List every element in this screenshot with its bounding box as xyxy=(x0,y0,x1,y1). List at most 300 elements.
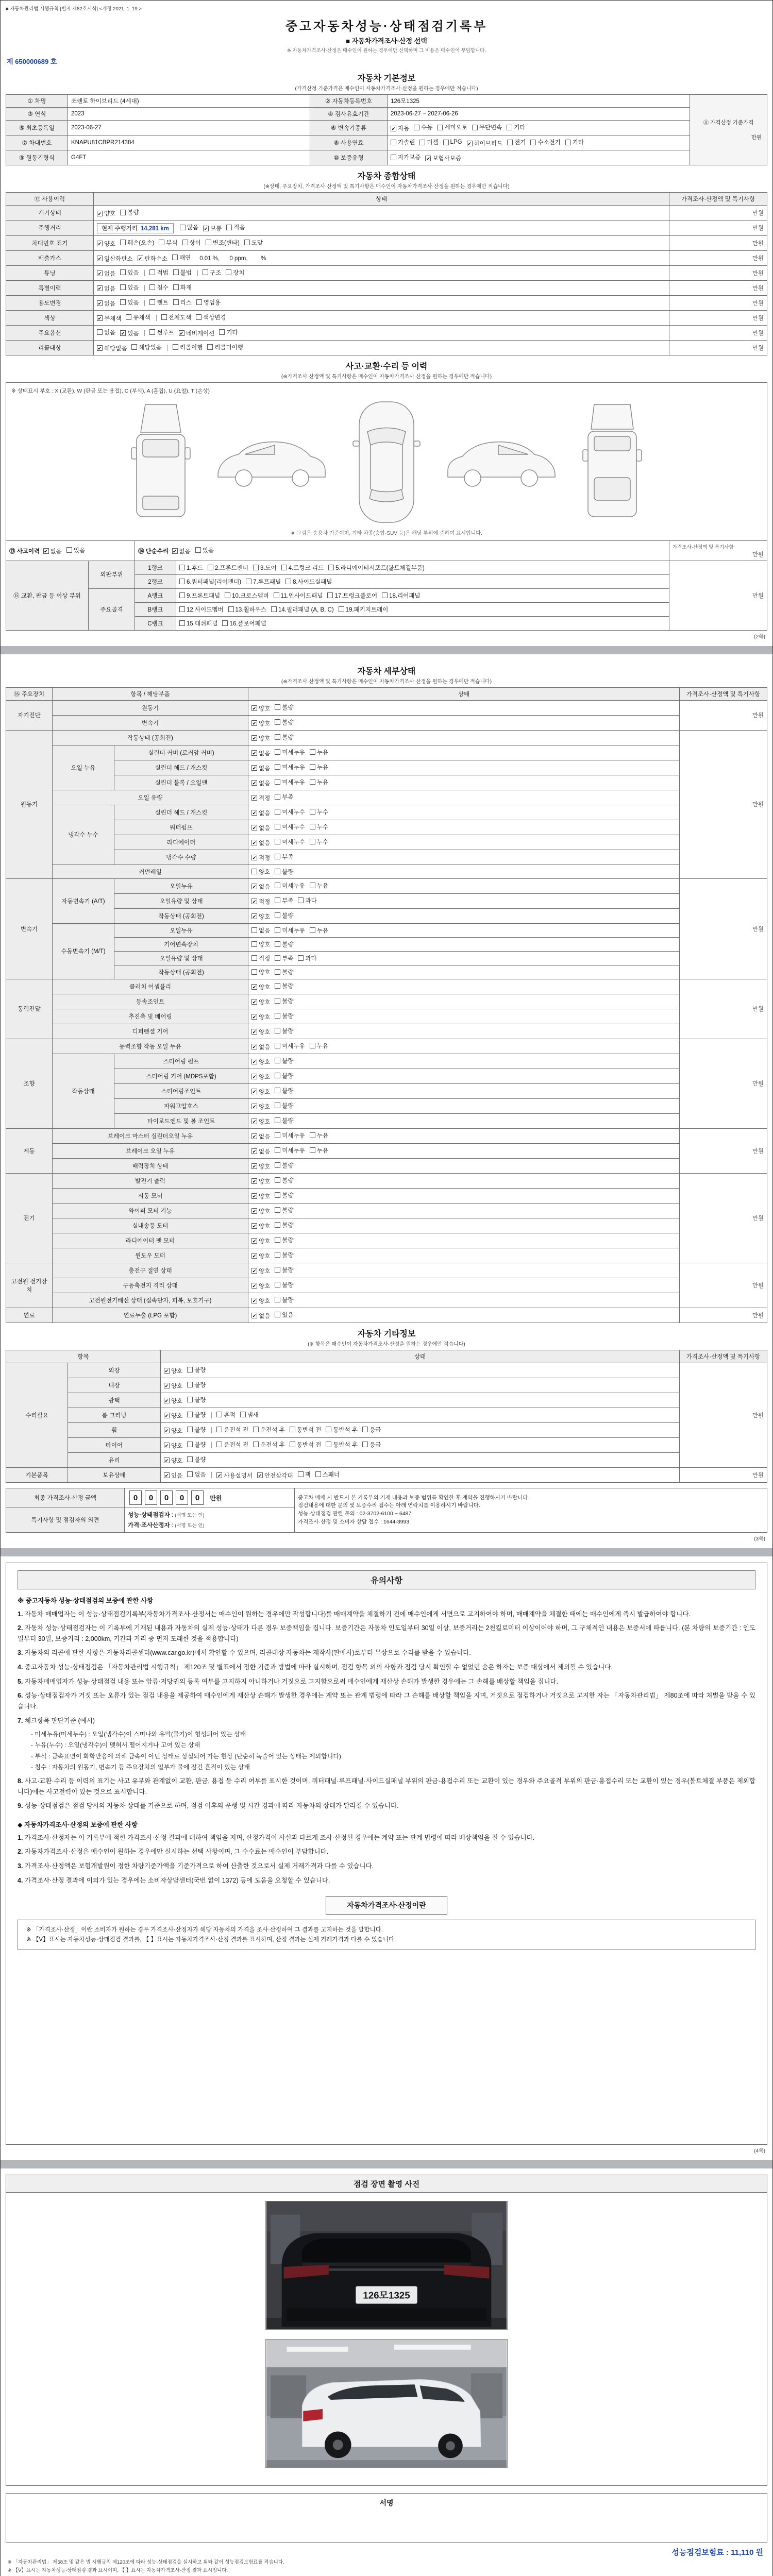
checkbox-option[interactable] xyxy=(275,1116,293,1125)
checkbox-option[interactable] xyxy=(225,591,269,600)
checkbox-checked-icon: ✔ xyxy=(252,899,257,904)
checkbox-option[interactable] xyxy=(173,343,203,351)
checkbox-option[interactable] xyxy=(251,1297,270,1305)
checkbox-option[interactable] xyxy=(251,968,270,976)
price-cell: 만원 xyxy=(669,265,767,280)
checkbox-option[interactable] xyxy=(251,764,270,772)
checkbox-option[interactable] xyxy=(187,1455,206,1464)
checkbox-option[interactable] xyxy=(251,1162,270,1171)
checkbox-option[interactable] xyxy=(290,1440,322,1449)
checkbox-option[interactable] xyxy=(120,208,139,216)
checkbox-option[interactable] xyxy=(310,838,328,846)
checkbox-option[interactable] xyxy=(275,823,305,831)
checkbox-option[interactable] xyxy=(253,1426,285,1434)
checkbox-option[interactable] xyxy=(275,778,305,786)
checkbox-option[interactable] xyxy=(251,1252,270,1260)
checkbox-option[interactable] xyxy=(149,283,168,292)
checkbox-option[interactable] xyxy=(275,1087,293,1095)
car-top-diagram xyxy=(348,398,425,527)
checkbox-option[interactable] xyxy=(275,1251,293,1259)
option-label: 적정 xyxy=(259,795,271,802)
checkbox-option[interactable] xyxy=(246,578,281,586)
checkbox-unchecked-icon xyxy=(507,125,512,130)
field-label: ① 차명 xyxy=(6,95,68,108)
checkbox-option[interactable] xyxy=(251,983,270,991)
checkbox-option[interactable] xyxy=(275,718,293,726)
checkbox-unchecked-icon xyxy=(391,155,396,160)
option-label: 매연 xyxy=(179,255,191,261)
checkbox-unchecked-icon xyxy=(275,1147,280,1153)
checkbox-option[interactable] xyxy=(206,239,240,247)
rank-items xyxy=(176,616,669,630)
checkbox-option[interactable] xyxy=(216,1411,235,1419)
checkbox-option[interactable] xyxy=(251,954,270,962)
checkbox-option[interactable] xyxy=(97,344,127,352)
etc-item-state xyxy=(161,1393,680,1408)
checkbox-option[interactable] xyxy=(275,1281,293,1289)
option-label: 유채색 xyxy=(133,314,150,321)
checkbox-option[interactable] xyxy=(207,343,243,351)
checkbox-option[interactable] xyxy=(251,794,270,802)
checkbox-option[interactable] xyxy=(275,896,293,905)
checkbox-option[interactable] xyxy=(251,779,270,787)
option-label: 자가보증 xyxy=(398,155,421,161)
checkbox-option[interactable] xyxy=(251,1043,270,1051)
checkbox-unchecked-icon xyxy=(149,269,155,275)
checkbox-option[interactable] xyxy=(310,823,328,831)
checkbox-option[interactable] xyxy=(251,1312,270,1320)
checkbox-option[interactable] xyxy=(149,328,174,336)
checkbox-option[interactable] xyxy=(298,896,316,905)
etc-row xyxy=(6,1378,767,1393)
field-label: ⑥ 변속기종류 xyxy=(310,121,388,135)
option-label: 운전석 전 xyxy=(224,1442,249,1448)
option-label: 없음 xyxy=(259,1313,271,1319)
checkbox-option[interactable] xyxy=(97,240,115,248)
option-label: 색상변경 xyxy=(203,314,226,321)
checkbox-option[interactable] xyxy=(362,1440,381,1449)
checkbox-option[interactable] xyxy=(315,1470,340,1479)
price-info-line: ※ 【V】표시는 자동차성능·상태점검 결과를, 【 】표시는 자동차가격조사·산정 결과를 표시하며, 산정 결과는 실제 거래가격과 다를 수 있습니다. xyxy=(26,1936,396,1943)
checkbox-option[interactable] xyxy=(173,298,192,307)
checkbox-option[interactable] xyxy=(443,139,462,145)
etc-item-label: 보유상태 xyxy=(68,1467,161,1482)
checkbox-option[interactable] xyxy=(275,853,293,861)
checkbox-option[interactable] xyxy=(216,1426,248,1434)
checkbox-option[interactable] xyxy=(565,138,584,146)
field-label: ⑤ 최초등록일 xyxy=(6,121,68,135)
checkbox-option[interactable] xyxy=(43,547,62,555)
checkbox-option[interactable] xyxy=(138,255,167,263)
checkbox-option[interactable] xyxy=(310,778,328,786)
checkbox-option[interactable] xyxy=(251,824,270,832)
checkbox-option[interactable] xyxy=(187,1381,206,1389)
checkbox-option[interactable] xyxy=(298,954,316,962)
accident-price-cell: 가격조사·산정액 및 특기사항 만원 xyxy=(669,540,767,561)
checkbox-option[interactable] xyxy=(327,591,377,600)
price-cell: 만원 xyxy=(680,878,767,979)
checkbox-option[interactable] xyxy=(226,223,245,231)
checkbox-option[interactable] xyxy=(251,1237,270,1245)
detail-item-label: 시동 모터 xyxy=(53,1188,248,1203)
checkbox-option[interactable] xyxy=(275,763,305,771)
option-label: 양호 xyxy=(259,1193,271,1200)
checkbox-option[interactable] xyxy=(362,1426,381,1434)
checkbox-option[interactable] xyxy=(275,968,293,976)
checkbox-option[interactable] xyxy=(196,298,221,307)
checkbox-option[interactable] xyxy=(391,138,415,146)
checkbox-option[interactable] xyxy=(240,1411,259,1419)
overall-row-label: 배출가스 xyxy=(6,250,94,265)
checkbox-option[interactable] xyxy=(275,1042,305,1050)
checkbox-option[interactable] xyxy=(281,564,324,572)
checkbox-option[interactable] xyxy=(172,253,191,262)
checkbox-option[interactable] xyxy=(251,926,270,935)
checkbox-option[interactable] xyxy=(275,1072,293,1080)
checkbox-option[interactable] xyxy=(275,940,293,948)
checkbox-option[interactable] xyxy=(164,1442,182,1450)
checkbox-option[interactable] xyxy=(275,793,293,801)
detail-row xyxy=(6,805,767,820)
accident-note: (※가격조사·산정액 및 특기사항은 매수인이 자동차가격조사·산정을 원하는 경우에만 적습니다) xyxy=(281,374,492,380)
final-desc-line: 점검내용에 대한 문의 및 보증수리 접수는 아래 연락처를 이용하시기 바랍니다. xyxy=(298,1502,480,1509)
checkbox-option[interactable] xyxy=(219,328,238,336)
detail-item-state xyxy=(248,1203,680,1218)
checkbox-option[interactable] xyxy=(251,1282,270,1290)
checkbox-checked-icon: ✔ xyxy=(252,781,257,786)
checkbox-option[interactable] xyxy=(275,733,293,741)
detail-row xyxy=(6,979,767,994)
checkbox-option[interactable] xyxy=(275,1266,293,1274)
checkbox-option[interactable] xyxy=(203,268,221,277)
checkbox-option[interactable] xyxy=(97,209,115,217)
checkbox-option[interactable] xyxy=(507,123,525,131)
checkbox-option[interactable] xyxy=(275,1191,293,1199)
checkbox-unchecked-icon xyxy=(419,140,425,145)
detail-row xyxy=(6,1098,767,1113)
checkbox-option[interactable] xyxy=(310,882,328,890)
checkbox-option[interactable] xyxy=(164,1397,182,1405)
checkbox-option[interactable] xyxy=(149,298,168,307)
checkbox-option[interactable] xyxy=(187,1470,206,1479)
checkbox-option[interactable] xyxy=(228,605,266,614)
final-desc-lines xyxy=(298,1494,764,1527)
checkbox-option[interactable] xyxy=(275,1161,293,1170)
overall-row-label: 주요옵션 xyxy=(6,325,94,340)
checkbox-option[interactable] xyxy=(97,255,133,263)
checkbox-option[interactable] xyxy=(275,954,293,962)
checkbox-option[interactable] xyxy=(339,605,389,614)
checkbox-option[interactable] xyxy=(131,343,161,351)
checkbox-unchecked-icon xyxy=(179,620,185,626)
checkbox-checked-icon: ✔ xyxy=(97,301,102,306)
checkbox-checked-icon: ✔ xyxy=(164,1443,169,1448)
checkbox-option[interactable] xyxy=(437,123,467,131)
checkbox-option[interactable] xyxy=(226,268,244,277)
checkbox-option[interactable] xyxy=(310,1146,328,1155)
checkbox-option[interactable] xyxy=(382,591,420,600)
option-label: 누수 xyxy=(316,824,328,831)
option-label: 적법 xyxy=(157,269,169,276)
option-label: 변조(변타) xyxy=(212,240,240,246)
checkbox-option[interactable] xyxy=(275,703,293,711)
notice-section2-items xyxy=(18,1833,755,1886)
checkbox-option[interactable] xyxy=(97,328,115,336)
checkbox-option[interactable] xyxy=(274,591,323,600)
detail-item-state xyxy=(248,745,680,760)
checkbox-unchecked-icon xyxy=(228,606,234,612)
checkbox-option[interactable] xyxy=(187,1426,206,1434)
checkbox-option[interactable] xyxy=(271,605,334,614)
checkbox-option[interactable] xyxy=(164,1427,182,1435)
checkbox-option[interactable] xyxy=(172,547,191,555)
checkbox-option[interactable] xyxy=(251,809,270,817)
checkbox-option[interactable] xyxy=(97,299,115,308)
checkbox-option[interactable] xyxy=(310,926,328,935)
checkbox-checked-icon: ✔ xyxy=(164,1413,169,1418)
detail-group-label: 전기 xyxy=(6,1173,53,1263)
checkbox-option[interactable] xyxy=(275,1057,293,1065)
checkbox-option[interactable] xyxy=(275,1311,293,1319)
checkbox-option[interactable] xyxy=(187,1396,206,1404)
checkbox-option[interactable] xyxy=(507,138,526,146)
signature-box[interactable] xyxy=(6,2493,767,2543)
checkbox-option[interactable] xyxy=(298,1470,311,1479)
option-label: 6.쿼터패널(리어펜더) xyxy=(187,579,242,585)
checkbox-option[interactable] xyxy=(203,224,222,232)
checkbox-option[interactable] xyxy=(310,1131,328,1140)
checkbox-option[interactable] xyxy=(120,268,139,277)
checkbox-option[interactable] xyxy=(208,564,248,572)
checkbox-option[interactable] xyxy=(97,284,115,293)
overall-note: (※상태, 주요장치, 가격조사·산정액 및 특기사항은 매수인이 자동차가격조사·산정을 원하는 경우에만 적습니다) xyxy=(263,184,510,190)
rank-group-label: 외판부위 xyxy=(89,561,135,588)
checkbox-option[interactable] xyxy=(182,239,201,247)
checkbox-option[interactable] xyxy=(275,1027,293,1035)
checkbox-option[interactable] xyxy=(187,1411,206,1419)
checkbox-option[interactable] xyxy=(275,748,305,756)
checkbox-option[interactable] xyxy=(120,329,139,337)
checkbox-option[interactable] xyxy=(275,1101,293,1110)
checkbox-option[interactable] xyxy=(467,139,503,147)
checkbox-option[interactable] xyxy=(275,882,305,890)
detail-col-price: 가격조사·산정액 및 특기사항 xyxy=(680,687,767,700)
checkbox-option[interactable] xyxy=(328,564,425,572)
checkbox-option[interactable] xyxy=(179,329,215,337)
checkbox-option[interactable] xyxy=(251,883,270,891)
checkbox-option[interactable] xyxy=(179,578,241,586)
detail-item-label: 스티어링 펌프 xyxy=(114,1054,248,1069)
checkbox-option[interactable] xyxy=(251,1192,270,1200)
checkbox-option[interactable] xyxy=(251,734,270,742)
accident-body xyxy=(6,540,767,630)
checkbox-unchecked-icon xyxy=(275,1058,280,1063)
checkbox-option[interactable] xyxy=(251,854,270,862)
checkbox-option[interactable] xyxy=(251,839,270,847)
option-label: 양호 xyxy=(259,1208,271,1215)
checkbox-option[interactable] xyxy=(251,912,270,921)
checkbox-option[interactable] xyxy=(251,940,270,948)
checkbox-option[interactable] xyxy=(120,298,139,307)
price-option-title: ■ 자동차가격조사·산정 선택 xyxy=(346,37,427,45)
checkbox-option[interactable] xyxy=(275,926,305,935)
checkbox-option[interactable] xyxy=(251,868,270,876)
checkbox-option[interactable] xyxy=(275,1176,293,1184)
checkbox-option[interactable] xyxy=(251,1103,270,1111)
detail-row xyxy=(6,1024,767,1039)
checkbox-unchecked-icon xyxy=(203,269,208,275)
checkbox-option[interactable] xyxy=(257,1471,293,1480)
checkbox-option[interactable] xyxy=(251,1117,270,1126)
checkbox-option[interactable] xyxy=(179,564,203,572)
checkbox-option[interactable] xyxy=(275,1012,293,1020)
checkbox-unchecked-icon xyxy=(251,969,257,975)
checkbox-option[interactable] xyxy=(275,1236,293,1244)
checkbox-option[interactable] xyxy=(120,239,154,247)
option-label: 리콜이행 xyxy=(179,344,203,351)
checkbox-unchecked-icon xyxy=(339,606,344,612)
option-label: 불량 xyxy=(282,912,294,919)
checkbox-unchecked-icon xyxy=(240,1412,246,1417)
final-price-unit: 만원 xyxy=(210,1494,222,1502)
checkbox-option[interactable] xyxy=(187,1366,206,1374)
checkbox-option[interactable] xyxy=(275,911,293,920)
checkbox-option[interactable] xyxy=(251,998,270,1006)
checkbox-option[interactable] xyxy=(216,1471,253,1480)
detail-row xyxy=(6,775,767,790)
checkbox-option[interactable] xyxy=(179,605,224,614)
checkbox-option[interactable] xyxy=(179,591,220,600)
checkbox-option[interactable] xyxy=(149,268,168,277)
overall-row-label: 튜닝 xyxy=(6,265,94,280)
checkbox-option[interactable] xyxy=(275,808,305,816)
checkbox-option[interactable] xyxy=(164,1412,182,1420)
checkbox-option[interactable] xyxy=(164,1367,182,1375)
overall-row-state xyxy=(94,221,669,236)
checkbox-option[interactable] xyxy=(251,1013,270,1021)
checkbox-option[interactable] xyxy=(251,1132,270,1141)
checkbox-checked-icon: ✔ xyxy=(258,1473,262,1478)
checkbox-option[interactable] xyxy=(164,1456,182,1465)
notice-item: 8. 사고·교환·수리 등 이력의 표기는 사고 유무와 관계없이 교환, 판금, 용접 등 수리 여부를 표시한 것이며, 쿼터패널·루프패널·사이드실패널 부위의 판금·용접수리 또는 교환이 있는 경우와 주요골격 부위의 판금·용접수리 또는 교환이 있는 경우(볼트체결 부품은 제외합니다)에는 사고전력이 있는 것으로 표시합니다. xyxy=(18,1777,755,1795)
checkbox-option[interactable] xyxy=(97,269,115,278)
checkbox-option[interactable] xyxy=(391,153,421,161)
checkbox-option[interactable] xyxy=(251,749,270,757)
checkbox-option[interactable] xyxy=(275,868,293,876)
checkbox-option[interactable] xyxy=(253,1440,285,1449)
checkbox-option[interactable] xyxy=(251,1267,270,1275)
checkbox-option[interactable] xyxy=(253,564,277,572)
checkbox-option[interactable] xyxy=(310,748,328,756)
option-label: 냄새 xyxy=(247,1412,259,1418)
checkbox-option[interactable] xyxy=(326,1426,358,1434)
checkbox-option[interactable] xyxy=(173,268,192,277)
checkbox-option[interactable] xyxy=(425,154,461,162)
checkbox-checked-icon: ✔ xyxy=(252,985,257,990)
checkbox-option[interactable] xyxy=(391,124,409,132)
checkbox-option[interactable] xyxy=(251,897,270,906)
checkbox-option[interactable] xyxy=(251,1147,270,1156)
checkbox-option[interactable] xyxy=(180,223,198,231)
checkbox-option[interactable] xyxy=(310,763,328,771)
checkbox-checked-icon: ✔ xyxy=(252,840,257,845)
checkbox-option[interactable] xyxy=(179,619,217,628)
detail-item-state xyxy=(248,878,680,893)
checkbox-option[interactable] xyxy=(120,283,139,292)
checkbox-option[interactable] xyxy=(472,123,502,131)
field-value: 126모1325 xyxy=(388,95,690,108)
checkbox-option[interactable] xyxy=(275,838,305,846)
checkbox-option[interactable] xyxy=(251,1207,270,1215)
checkbox-option[interactable] xyxy=(310,1042,328,1050)
checkbox-option[interactable] xyxy=(244,239,263,247)
checkbox-option[interactable] xyxy=(126,313,150,321)
checkbox-option[interactable] xyxy=(275,1146,305,1155)
checkbox-option[interactable] xyxy=(97,314,121,323)
option-label: 운전석 후 xyxy=(260,1442,285,1448)
checkbox-option[interactable] xyxy=(251,1073,270,1081)
checkbox-option[interactable] xyxy=(326,1440,358,1449)
checkbox-option[interactable] xyxy=(161,313,191,321)
checkbox-option[interactable] xyxy=(251,1222,270,1230)
overall-row-state xyxy=(94,235,669,250)
checkbox-option[interactable] xyxy=(419,138,438,146)
notice-item: 4. 중고자동차 성능·상태점검은 「자동차관리법 시행규칙」 제120조 및 별표에서 정한 기준과 방법에 따라 실시하며, 점검 항목 외의 사항과 점검 당시 확인할 수 없었던 숨은 하자는 보증 대상에서 제외될 수 있습니다. xyxy=(18,1664,613,1671)
checkbox-option[interactable] xyxy=(310,808,328,816)
checkbox-option[interactable] xyxy=(275,997,293,1005)
checkbox-unchecked-icon xyxy=(187,1456,193,1462)
checkbox-option[interactable] xyxy=(196,313,226,321)
option-label: 누유 xyxy=(316,749,328,756)
option-label: 안전삼각대 xyxy=(264,1472,293,1479)
checkbox-option[interactable] xyxy=(159,239,177,247)
checkbox-option[interactable] xyxy=(222,619,266,628)
checkbox-option[interactable] xyxy=(66,546,85,554)
checkbox-option[interactable] xyxy=(251,1088,270,1096)
checkbox-unchecked-icon xyxy=(187,1367,193,1372)
checkbox-option[interactable] xyxy=(530,138,560,146)
field-label: ⑦ 차대번호 xyxy=(6,135,68,150)
option-label: 동반석 전 xyxy=(296,1442,322,1448)
checkbox-option[interactable] xyxy=(275,982,293,990)
checkbox-option[interactable] xyxy=(251,1177,270,1185)
checkbox-option[interactable] xyxy=(275,1206,293,1214)
checkbox-option[interactable] xyxy=(275,1131,305,1140)
option-label: 12.사이드멤버 xyxy=(187,606,224,613)
checkbox-option[interactable] xyxy=(173,283,192,292)
checkbox-option[interactable] xyxy=(187,1440,206,1449)
checkbox-option[interactable] xyxy=(290,1426,322,1434)
option-label: 18.리어패널 xyxy=(389,592,421,599)
checkbox-option[interactable] xyxy=(275,1221,293,1229)
checkbox-option[interactable] xyxy=(251,719,270,727)
checkbox-option[interactable] xyxy=(414,123,432,131)
checkbox-option[interactable] xyxy=(251,1028,270,1036)
checkbox-option[interactable] xyxy=(164,1471,182,1480)
checkbox-option[interactable] xyxy=(195,546,214,554)
overall-row-state xyxy=(94,206,669,221)
checkbox-option[interactable] xyxy=(216,1440,248,1449)
detail-item-label: 작동상태 (공회전) xyxy=(53,730,248,745)
checkbox-option[interactable] xyxy=(251,704,270,713)
checkbox-option[interactable] xyxy=(285,578,332,586)
price-info-button[interactable]: 자동차가격조사·산정이란 xyxy=(326,1896,447,1914)
checkbox-option[interactable] xyxy=(251,1058,270,1066)
option-label: 양호 xyxy=(259,1118,271,1125)
checkbox-option[interactable] xyxy=(164,1382,182,1390)
price-cell: 만원 xyxy=(680,1173,767,1263)
checkbox-option[interactable] xyxy=(275,1296,293,1304)
